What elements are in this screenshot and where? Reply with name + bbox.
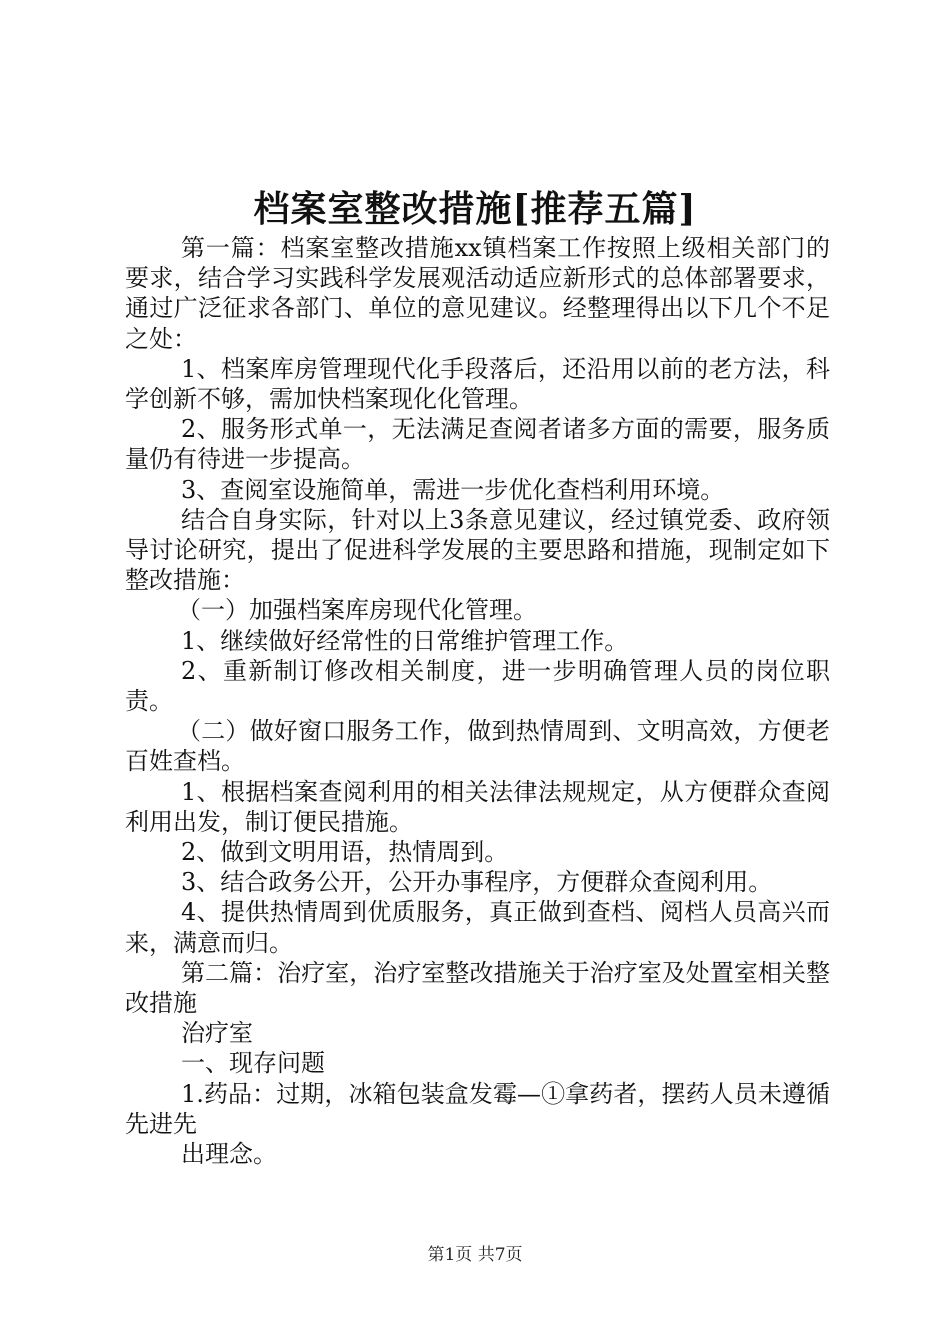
paragraph-body: 结合自身实际，针对以上3条意见建议，经过镇党委、政府领导讨论研究，提出了促进科学发展的主要思路和措施，现制定如下整改措施：: [125, 505, 830, 595]
section-heading: 一、现存问题: [181, 1049, 325, 1078]
paragraph-item: 1、根据档案查阅利用的相关法律法规规定，从方便群众查阅利用出发，制订便民措施。: [125, 777, 830, 836]
paragraph-item: 1、档案库房管理现代化手段落后，还沿用以前的老方法，科学创新不够，需加快档案现化化管理。: [125, 354, 830, 414]
paragraph-item: 1.药品：过期，冰箱包装盒发霉—①拿药者，摆药人员未遵循先进先: [125, 1079, 830, 1138]
section-heading: （一）加强档案库房现代化管理。: [177, 596, 537, 625]
section-heading: （二）做好窗口服务工作，做到热情周到、文明高效，方便老百姓查档。: [125, 717, 830, 776]
paragraph-item: 3、查阅室设施简单，需进一步优化查档利用环境。: [181, 475, 725, 504]
document-body: [125, 233, 830, 1169]
document-title: 档案室整改措施[推荐五篇]: [253, 188, 697, 230]
paragraph-intro: 第一篇：档案室整改措施xx镇档案工作按照上级相关部门的要求，结合学习实践科学发展观活动适应新形式的总体部署要求，通过广泛征求各部门、单位的意见建议。经整理得出以下几个不足之处：: [125, 234, 830, 353]
page-number-footer: 第1页 共7页: [427, 1245, 523, 1265]
paragraph-item: 2、做到文明用语，热情周到。: [181, 838, 509, 867]
paragraph-item: 4、提供热情周到优质服务，真正做到查档、阅档人员高兴而来，满意而归。: [125, 898, 830, 957]
paragraph-item: 3、结合政务公开，公开办事程序，方便群众查阅利用。: [181, 868, 773, 897]
paragraph-section-intro: 第二篇：治疗室，治疗室整改措施关于治疗室及处置室相关整改措施: [125, 958, 830, 1018]
paragraph-item: 1、继续做好经常性的日常维护管理工作。: [181, 626, 629, 655]
paragraph-label: 治疗室: [181, 1019, 253, 1048]
paragraph-item: 2、重新制订修改相关制度，进一步明确管理人员的岗位职责。: [125, 656, 830, 716]
paragraph-item: 2、服务形式单一，无法满足查阅者诸多方面的需要，服务质量仍有待进一步提高。: [125, 415, 830, 474]
paragraph-item: 出理念。: [181, 1140, 277, 1169]
